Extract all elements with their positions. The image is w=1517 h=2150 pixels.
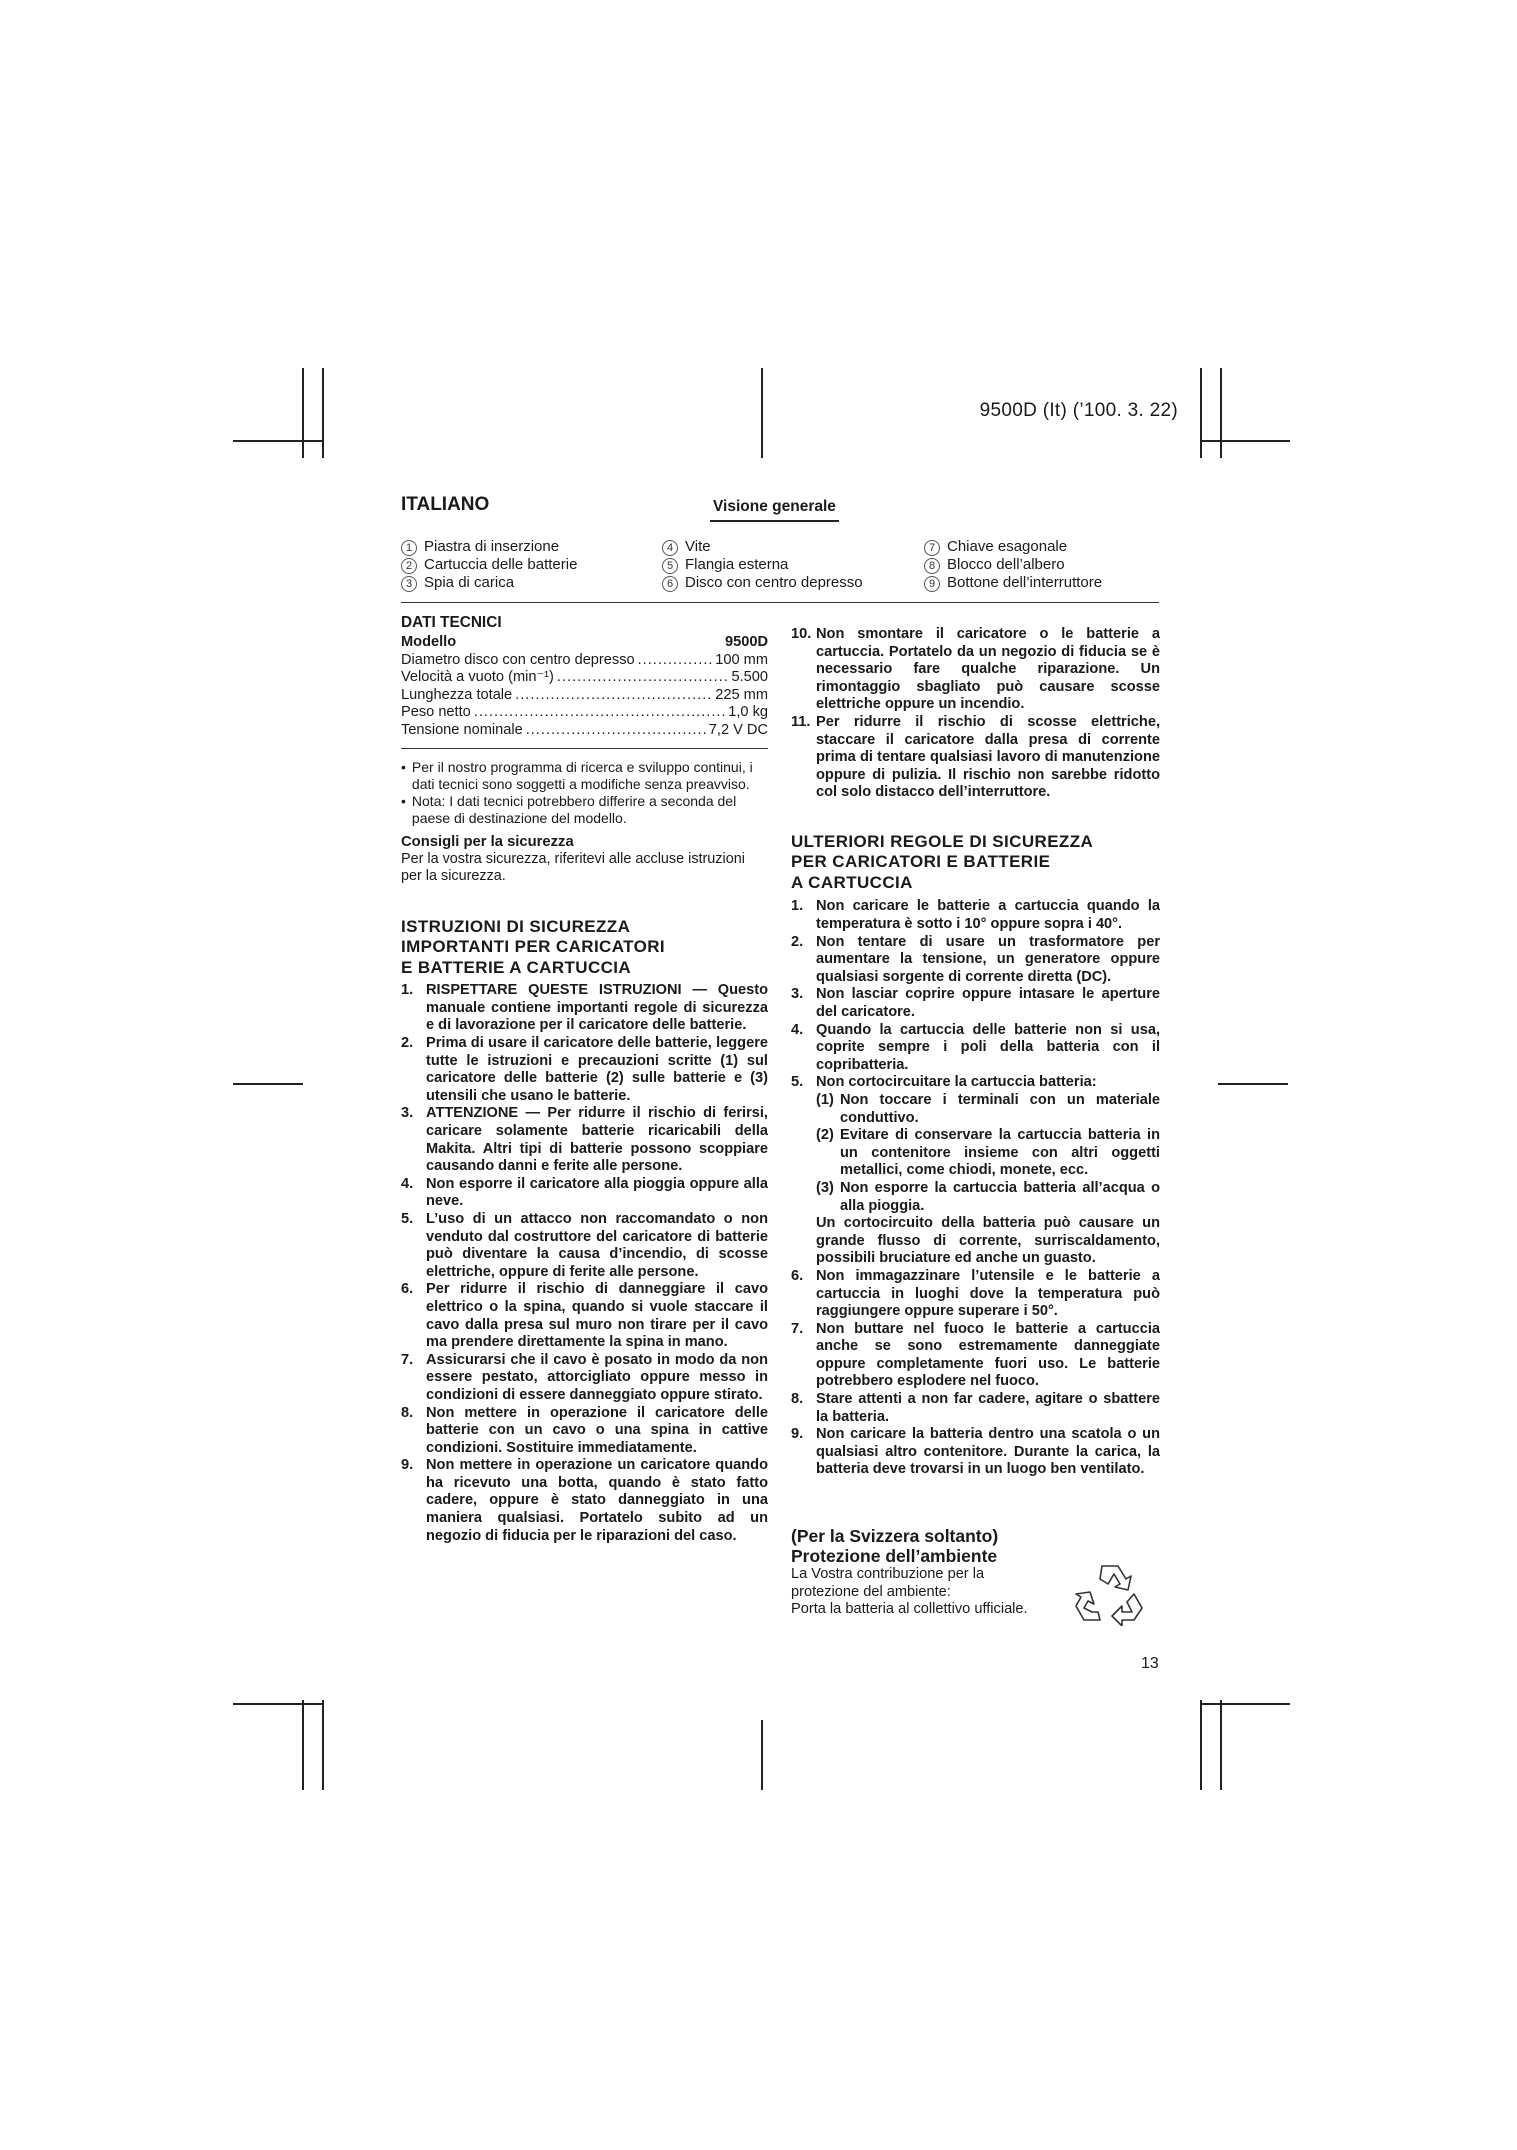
rule-item: [401, 1105, 768, 1175]
spec-label: Velocità a vuoto (min⁻¹): [401, 669, 554, 686]
spec-label: Diametro disco con centro depresso: [401, 651, 635, 668]
rule-text: Per ridurre il rischio di danneggiare il cavo elettrico o la spina, quando si vuole staccare il cavo dalla presa sul muro non tirare per il cavo ma prendere direttamente la spina in mano.: [426, 1281, 768, 1351]
rule-number: 7.: [401, 1351, 414, 1368]
spec-value: 7,2 V DC: [708, 721, 768, 738]
environment-text-1: La Vostra contribuzione per la protezione del ambiente:: [791, 1566, 985, 1600]
rule-number: 3.: [791, 986, 804, 1003]
crop-mark: [1218, 1083, 1288, 1085]
overview-item: [401, 556, 577, 574]
rule-item: [401, 1457, 768, 1545]
rule-text: Per ridurre il rischio di scosse elettriche, staccare il caricatore dalla presa di corrente prima di tentare qualsiasi lavoro di manutenzione oppure di pulizia. Il rischio non sarebbe ridotto col solo distacco dell’interruttore.: [816, 713, 1160, 801]
rule-item: [791, 1022, 1160, 1075]
spec-value: 5.500: [731, 669, 768, 686]
rule-text: Non lasciar coprire oppure intasare le aperture del caricatore.: [816, 986, 1160, 1020]
spec-row: [401, 652, 768, 670]
crop-mark: [761, 1720, 763, 1790]
spec-label: Tensione nominale: [401, 721, 523, 738]
left-column: [401, 614, 768, 1545]
rule-text: Un cortocircuito della batteria può causare un grande flusso di corrente, surriscaldamento, possibili bruciature ed anche un guasto.: [816, 1215, 1160, 1267]
recycle-icon: [1072, 1560, 1148, 1626]
callout-number: 4: [662, 540, 678, 556]
spec-model-row: [401, 634, 768, 652]
leader-dots: [638, 652, 713, 670]
rule-text: Non tentare di usare un trasformatore per aumentare la tensione, un generatore oppure qualsiasi sorgente di corrente diretta (DC).: [816, 933, 1160, 985]
crop-mark: [1200, 1700, 1202, 1790]
crop-mark: [233, 1703, 323, 1705]
crop-mark: [322, 1700, 324, 1790]
crop-mark: [302, 368, 304, 458]
overview-label: Piastra di inserzione: [424, 538, 560, 555]
rule-text: ATTENZIONE — Per ridurre il rischio di ferirsi, caricare solamente batterie ricaricabili della Makita. Altri tipi di batterie possono scoppiare causando danni e ferite alle persone.: [426, 1105, 768, 1175]
rule-number: 6.: [791, 1267, 804, 1284]
environment-section: [791, 1526, 1081, 1619]
leader-dots: [515, 687, 712, 705]
title-line: A CARTUCCIA: [791, 872, 913, 892]
rule-item: [791, 898, 1160, 933]
safety-tips-title: Consigli per la sicurezza: [401, 833, 574, 850]
spec-row: [401, 687, 768, 705]
right-column: [791, 626, 1160, 1479]
rule-number: 6.: [401, 1281, 414, 1298]
title-line: ISTRUZIONI DI SICUREZZA: [401, 916, 631, 936]
environment-title-2: Protezione dell’ambiente: [791, 1546, 998, 1566]
spec-model-label: Modello: [401, 634, 457, 650]
callout-number: 7: [924, 540, 940, 556]
page-number: 13: [1141, 1655, 1159, 1672]
overview-item: [924, 574, 1102, 592]
spec-note: [401, 793, 768, 827]
crop-mark: [322, 368, 324, 458]
overview-item: [662, 538, 863, 556]
overview-label: Cartuccia delle batterie: [424, 556, 578, 573]
rule-number: 8.: [791, 1391, 804, 1408]
rule-number: 5.: [401, 1210, 414, 1227]
rule-item: [401, 1352, 768, 1405]
rule-item: [791, 986, 1160, 1021]
leader-dots: [557, 669, 729, 687]
rule-text: Prima di usare il caricatore delle batterie, leggere tutte le istruzioni e precauzioni scritte (1) sul caricatore delle batterie (2) sulle batterie e (3) utensili che usano le batterie.: [426, 1035, 768, 1104]
overview-label: Chiave esagonale: [947, 538, 1068, 555]
rule-item: [791, 626, 1160, 714]
rule-item: [791, 934, 1160, 987]
overview-label: Vite: [685, 538, 711, 555]
rule-text: Non buttare nel fuoco le batterie a cartuccia anche se sono estremamente danneggiate oppure completamente fuori uso. Le batterie potrebbero esplodere nel fuoco.: [816, 1320, 1160, 1390]
crop-mark: [1200, 368, 1202, 458]
charger-rules-list: [401, 982, 768, 1545]
overview-label: Disco con centro depresso: [685, 574, 863, 591]
leader-dots: [526, 722, 706, 740]
rule-item: [791, 1074, 1160, 1268]
crop-mark: [1220, 368, 1222, 458]
overview-label: Flangia esterna: [685, 556, 789, 573]
callout-number: 3: [401, 576, 417, 592]
rule-number: 4.: [401, 1175, 414, 1192]
overview-column-1: [401, 538, 577, 592]
rule-item: [401, 1281, 768, 1351]
rule-text: RISPETTARE QUESTE ISTRUZIONI — Questo manuale contiene importanti regole di sicurezza e di lavorazione per il caricatore delle batterie.: [426, 982, 768, 1034]
specs-title: DATI TECNICI: [401, 614, 502, 631]
sub-item: [816, 1180, 1160, 1215]
rule-item: [401, 1211, 768, 1281]
rule-text: Non esporre il caricatore alla pioggia oppure alla neve.: [426, 1175, 768, 1210]
rule-number: 11.: [791, 713, 811, 730]
leader-dots: [474, 704, 725, 722]
callout-number: 5: [662, 558, 678, 574]
rule-item: [791, 1268, 1160, 1321]
spec-value: 225 mm: [715, 686, 768, 703]
battery-rules-list: [791, 898, 1160, 1479]
rule-item: [791, 1426, 1160, 1479]
crop-mark: [1220, 1700, 1222, 1790]
spec-value: 100 mm: [715, 651, 768, 668]
overview-label: Bottone dell’interruttore: [947, 574, 1103, 591]
rule-text: Quando la cartuccia delle batterie non si usa, coprite sempre i poli della batteria con il copribatteria.: [816, 1021, 1160, 1073]
rule-body: [816, 1074, 1160, 1268]
charger-rules-title: [401, 917, 768, 979]
rule-text: Non caricare la batteria dentro una scatola o un qualsiasi altro contenitore. Durante la carica, la batteria deve trovarsi in un luogo ben ventilato.: [816, 1426, 1160, 1478]
note-text: Nota: I dati tecnici potrebbero differire a seconda del paese di destinazione del modello.: [411, 792, 737, 826]
spec-row: [401, 704, 768, 722]
charger-rules-list-continued: [791, 626, 1160, 802]
bullet: •: [401, 792, 406, 809]
spec-model-value: 9500D: [724, 634, 768, 650]
rule-number: 8.: [401, 1404, 414, 1421]
environment-title-1: (Per la Svizzera soltanto): [791, 1526, 999, 1546]
rule-number: 10.: [791, 626, 812, 642]
header-code: 9500D (It) (’100. 3. 22): [979, 400, 1178, 421]
rule-number: 5.: [791, 1074, 804, 1091]
sub-item: [816, 1092, 1160, 1127]
spec-label: Lunghezza totale: [401, 686, 513, 703]
rule-item: [401, 1405, 768, 1458]
rule-text: Non mettere in operazione un caricatore quando ha ricevuto una botta, quando è stato fatto cadere, oppure è stato danneggiato in una maniera qualsiasi. Portatelo subito ad un negozio di fiducia per le riparazioni del caso.: [426, 1457, 768, 1544]
spec-value: 1,0 kg: [728, 704, 768, 721]
spec-row: [401, 669, 768, 687]
overview-column-3: [924, 538, 1102, 592]
rule-number: 3.: [401, 1105, 414, 1122]
overview-underline: [710, 520, 839, 522]
title-line: ULTERIORI REGOLE DI SICUREZZA: [791, 831, 1094, 851]
rule-text: Non caricare le batterie a cartuccia quando la temperatura è sotto i 10° oppure sopra i 40°.: [816, 898, 1160, 933]
sub-number: (2): [816, 1127, 834, 1144]
rule-number: 1.: [791, 898, 804, 915]
callout-number: 6: [662, 576, 678, 592]
rule-item: [791, 714, 1160, 802]
rule-item: [401, 982, 768, 1035]
overview-title: Visione generale: [713, 498, 836, 515]
rule-text: Non cortocircuitare la cartuccia batteria:: [816, 1074, 1097, 1091]
rule-number: 9.: [401, 1457, 414, 1474]
overview-item: [924, 538, 1102, 556]
overview-heading: [710, 498, 839, 522]
sub-number: (3): [816, 1179, 834, 1196]
rule-item: [791, 1391, 1160, 1426]
environment-text-2: Porta la batteria al collettivo ufficiale.: [791, 1601, 1028, 1617]
title-line: PER CARICATORI E BATTERIE: [791, 852, 1051, 872]
overview-label: Spia di carica: [424, 574, 515, 591]
callout-number: 1: [401, 540, 417, 556]
section-divider: [401, 602, 1159, 603]
rule-text: Non mettere in operazione il caricatore delle batterie con un cavo o una spina in cattive condizioni. Sostituire immediatamente.: [426, 1404, 768, 1456]
overview-item: [662, 574, 863, 592]
rule-number: 9.: [791, 1426, 804, 1443]
crop-mark: [233, 1083, 303, 1085]
overview-column-2: [662, 538, 863, 592]
spec-note: [401, 759, 768, 793]
spec-row: [401, 722, 768, 740]
crop-mark: [1200, 440, 1290, 442]
rule-number: 4.: [791, 1021, 804, 1038]
battery-rules-title: [791, 832, 1160, 894]
callout-number: 9: [924, 576, 940, 592]
overview-item: [401, 574, 577, 592]
callout-number: 8: [924, 558, 940, 574]
title-line: IMPORTANTI PER CARICATORI: [401, 937, 666, 957]
rule-number: 2.: [401, 1035, 414, 1052]
sub-text: Evitare di conservare la cartuccia batteria in un contenitore insieme con altri oggetti metallici, come chiodi, monete, ecc.: [840, 1127, 1160, 1179]
rule-text: L’uso di un attacco non raccomandato o non venduto dal costruttore del caricatore di batterie può diventare la causa d’incendio, di scosse elettriche, oppure di ferite alle persone.: [426, 1210, 768, 1280]
rule-number: 2.: [791, 933, 804, 950]
rule-text: Assicurarsi che il cavo è posato in modo da non essere pestato, attorcigliato oppure messo in condizioni di essere danneggiato oppure stirato.: [426, 1351, 768, 1403]
rule-number: 1.: [401, 982, 414, 999]
crop-mark: [1200, 1703, 1290, 1705]
crop-mark: [761, 368, 763, 458]
safety-tips-text: Per la vostra sicurezza, riferitevi alle accluse istruzioni per la sicurezza.: [401, 850, 745, 885]
specs-rule: [401, 748, 768, 749]
overview-item: [924, 556, 1102, 574]
overview-item: [401, 538, 577, 556]
note-text: Per il nostro programma di ricerca e sviluppo continui, i dati tecnici sono soggetti a modifiche senza preavviso.: [411, 758, 753, 792]
rule-number: 7.: [791, 1320, 804, 1337]
crop-mark: [233, 440, 323, 442]
spec-label: Peso netto: [401, 704, 471, 721]
rule-item: [401, 1176, 768, 1211]
sub-text: Non toccare i terminali con un materiale conduttivo.: [840, 1091, 1160, 1126]
rule-text: Non immagazzinare l’utensile e le batterie a cartuccia in luoghi dove la temperatura può raggiungere oppure superare i 50°.: [816, 1267, 1160, 1320]
title-line: E BATTERIE A CARTUCCIA: [401, 957, 632, 977]
sub-text: Non esporre la cartuccia batteria all’acqua o alla pioggia.: [840, 1179, 1160, 1214]
sub-number: (1): [816, 1091, 834, 1108]
sub-item: [816, 1127, 1160, 1180]
overview-label: Blocco dell’albero: [947, 556, 1065, 573]
callout-number: 2: [401, 558, 417, 574]
language-title: ITALIANO: [401, 494, 490, 515]
crop-mark: [302, 1700, 304, 1790]
rule-item: [791, 1321, 1160, 1391]
rule-text: Non smontare il caricatore o le batterie a cartuccia. Portatelo da un negozio di fiducia se è necessario fare qualche riparazione. Un rimontaggio sbagliato può causare scosse elettriche oppure un incendio.: [816, 626, 1160, 713]
bullet: •: [401, 758, 406, 775]
rule-text: Stare attenti a non far cadere, agitare o sbattere la batteria.: [816, 1391, 1160, 1425]
rule-item: [401, 1035, 768, 1105]
overview-item: [662, 556, 863, 574]
